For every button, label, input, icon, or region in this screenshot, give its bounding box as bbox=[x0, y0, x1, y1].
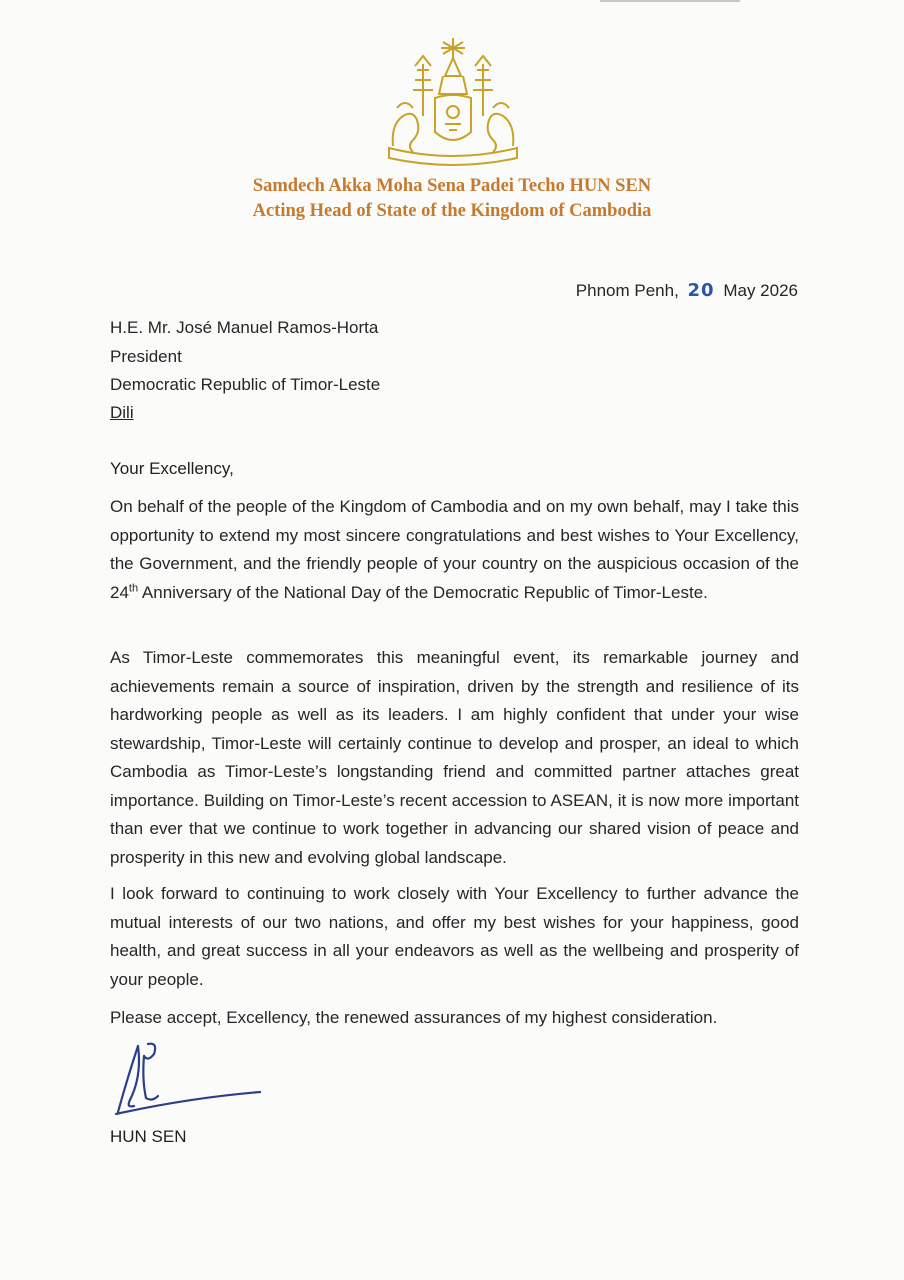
dateline bbox=[576, 280, 798, 301]
paragraph-text: Anniversary of the National Day of the Democratic Republic of Timor-Leste. bbox=[138, 582, 708, 602]
paragraph-congratulations bbox=[110, 493, 799, 607]
paragraph-wishes: I look forward to continuing to work closely with Your Excellency to further advance the mutual interests of our two nations, and offer my best wishes for your happiness, good health, and great success in all your endeavors as well as the wellbeing and prosperity of your people. bbox=[110, 884, 799, 989]
sender-title-heading: Acting Head of State of the Kingdom of Cambodia bbox=[252, 201, 652, 221]
paragraph-journey: As Timor-Leste commemorates this meaningful event, its remarkable journey and achievements remain a source of inspiration, driven by the strength and resilience of its hardworking people as well as its leaders. I am highly confident that under your wise stewardship, Timor-Leste will certainly continue to develop and prosper, an ideal to which Cambodia as Timor-Leste’s longstanding friend and committed partner attaches great importance. Building on Timor-Leste’s recent accession to ASEAN, it is now more important than ever that we continue to work together in advancing our shared vision of peace and prosperity in this new and evolving global landscape. bbox=[110, 648, 799, 867]
addressee-name: H.E. Mr. José Manuel Ramos-Horta bbox=[110, 318, 379, 337]
dateline-month-year: May 2026 bbox=[723, 281, 798, 300]
sender-name-heading: Samdech Akka Moha Sena Padei Techo HUN SEN bbox=[252, 176, 652, 196]
salutation: Your Excellency, bbox=[110, 459, 234, 478]
royal-arms-emblem-icon bbox=[383, 36, 523, 166]
addressee-city: Dili bbox=[110, 403, 134, 422]
dateline-day-handwritten: 20 bbox=[687, 280, 715, 301]
ordinal-suffix: th bbox=[128, 581, 139, 594]
paragraph-text: On behalf of the people of the Kingdom of Cambodia and on my own behalf, may I take this opportunity to extend my most sincere congratulations and best wishes to Your Excellency, the Government, and the friendly people of your country on the auspicious occasion of the 24 bbox=[110, 497, 799, 602]
signatory-name: HUN SEN bbox=[110, 1127, 187, 1146]
scan-edge-mark bbox=[600, 0, 740, 2]
addressee-country: Democratic Republic of Timor-Leste bbox=[110, 375, 381, 394]
paragraph-closing: Please accept, Excellency, the renewed assurances of my highest consideration. bbox=[110, 1008, 718, 1027]
handwritten-signature bbox=[108, 1036, 268, 1120]
dateline-place: Phnom Penh, bbox=[575, 281, 679, 300]
addressee-title: President bbox=[110, 347, 182, 366]
